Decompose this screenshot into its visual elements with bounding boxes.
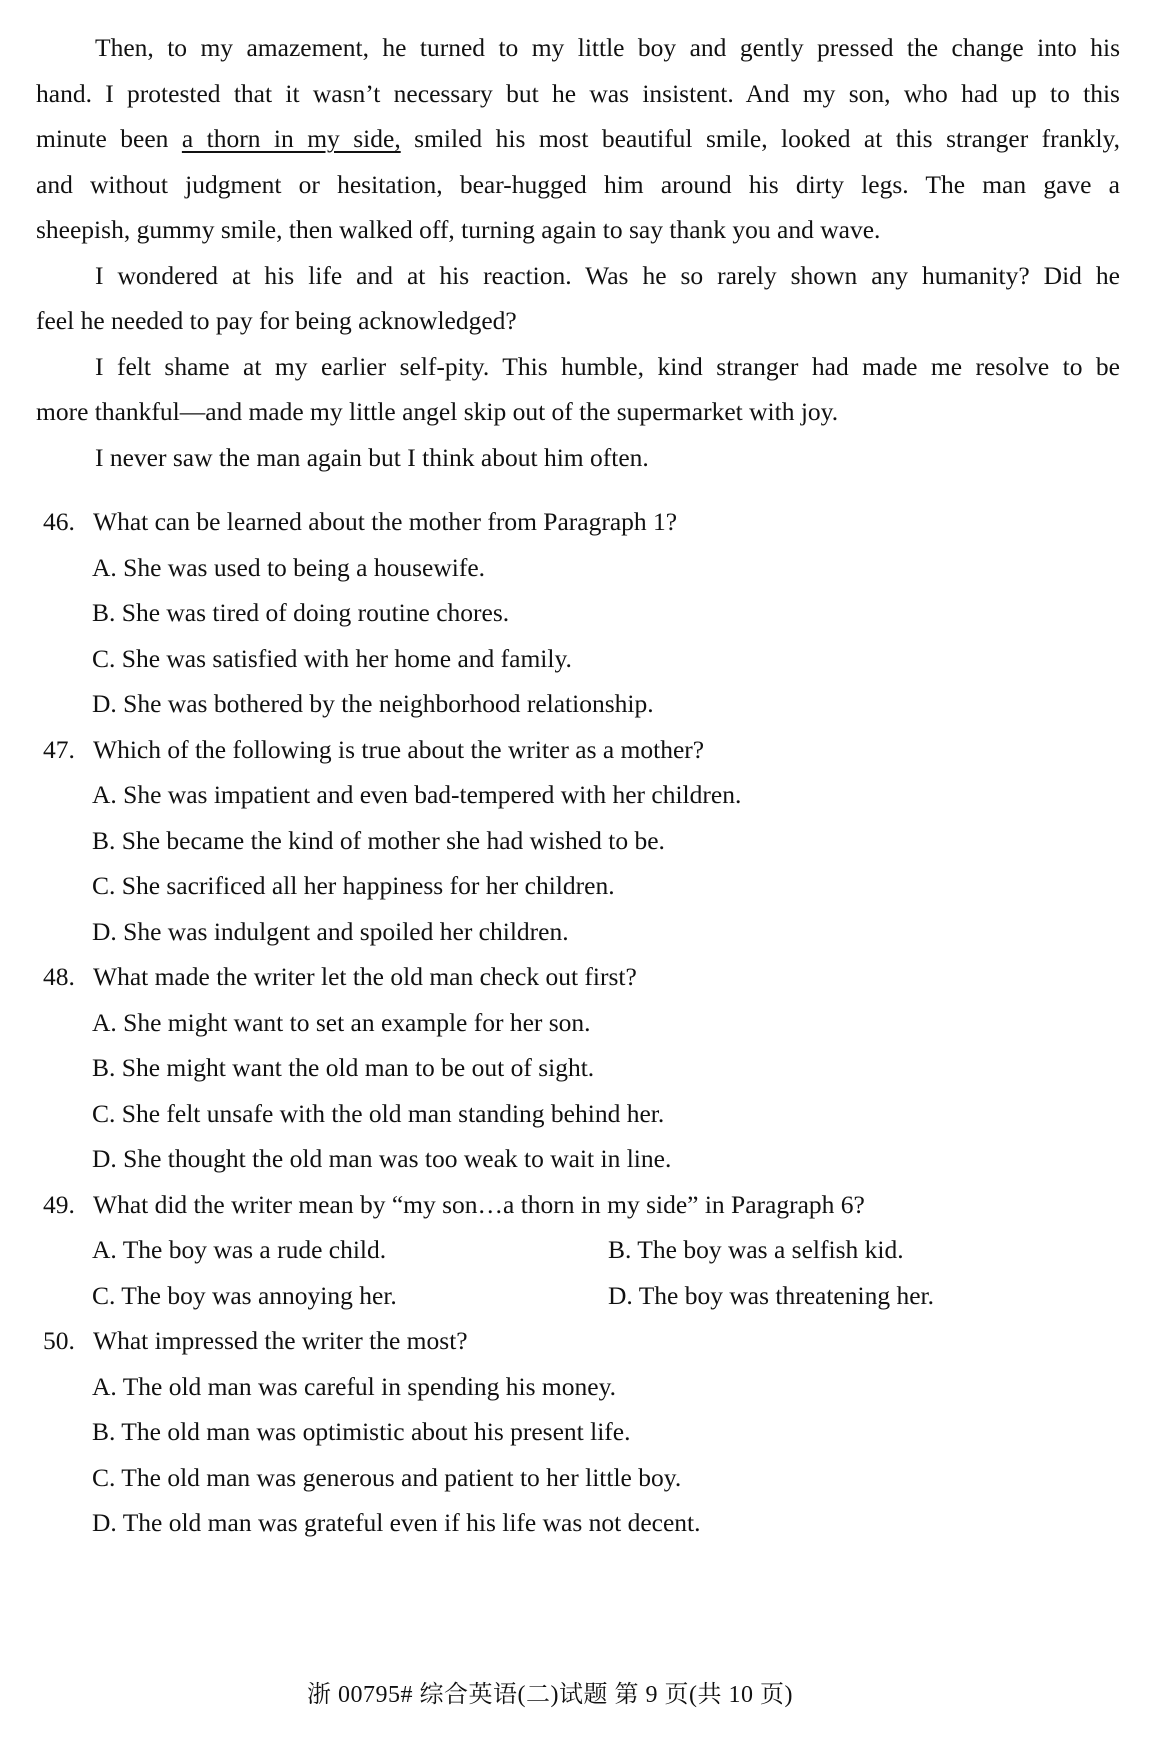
paragraph — [36, 435, 1120, 481]
page-footer: 浙 00795# 综合英语(二)试题 第 9 页(共 10 页) — [307, 1682, 793, 1708]
option-c: C. She sacrificed all her happiness for her children. — [92, 871, 615, 900]
question-stem — [43, 499, 1123, 545]
passage-line: Then, to my amazement, he turned to my little boy and gently pressed the change into his — [95, 33, 1120, 62]
question-stem — [43, 727, 1123, 773]
paragraph — [36, 344, 1120, 435]
question-number: 48. — [43, 962, 75, 991]
passage-line: more thankful—and made my little angel skip out of the supermarket with joy. — [36, 397, 839, 426]
option-c: C. The old man was generous and patient to her little boy. — [92, 1462, 682, 1492]
option-a: A. She was used to being a housewife. — [92, 552, 486, 582]
question-text: What impressed the writer the most? — [93, 1326, 468, 1355]
question — [43, 1182, 1123, 1319]
underlined-phrase: a thorn in my side, — [181, 124, 401, 153]
question — [43, 954, 1123, 1182]
question-text: Which of the following is true about the writer as a mother? — [93, 734, 705, 764]
passage-line: hand. I protested that it wasn’t necessary but he was insistent. And my son, who had up to this — [36, 78, 1120, 108]
option-a: A. The old man was careful in spending his money. — [92, 1371, 617, 1401]
question — [43, 727, 1123, 955]
paragraph — [36, 25, 1120, 253]
question-text: What did the writer mean by “my son…a thorn in my side” in Paragraph 6? — [93, 1189, 865, 1219]
option-d: D. She was bothered by the neighborhood relationship. — [92, 689, 654, 718]
option-b: B. She might want the old man to be out of sight. — [92, 1053, 595, 1082]
passage-text: smiled his most beautiful smile, looked at this stranger frankly, — [400, 124, 1121, 153]
question-text: What can be learned about the mother from Paragraph 1? — [93, 507, 678, 536]
option-d: D. The boy was threatening her. — [608, 1280, 934, 1310]
reading-passage — [36, 25, 1120, 480]
question-number: 50. — [43, 1326, 75, 1355]
question-list — [43, 499, 1123, 1546]
option-b: B. The old man was optimistic about his present life. — [92, 1417, 631, 1446]
option-c: C. She felt unsafe with the old man standing behind her. — [92, 1098, 665, 1128]
option-d: D. She thought the old man was too weak to wait in line. — [92, 1144, 672, 1173]
question-stem — [43, 1318, 1123, 1364]
passage-text: minute been — [36, 124, 182, 153]
question-text: What made the writer let the old man check out first? — [93, 962, 637, 991]
option-a: A. The boy was a rude child. — [92, 1235, 387, 1264]
option-b: B. The boy was a selfish kid. — [608, 1235, 904, 1264]
passage-line — [36, 116, 1120, 162]
paragraph — [36, 253, 1120, 344]
option-c: C. She was satisfied with her home and family. — [92, 643, 572, 673]
passage-line: I felt shame at my earlier self-pity. This humble, kind stranger had made me resolve to be — [95, 351, 1120, 381]
option-b: B. She became the kind of mother she had wished to be. — [92, 825, 665, 855]
question-number: 47. — [43, 734, 75, 764]
option-d: D. She was indulgent and spoiled her children. — [92, 916, 569, 946]
option-d: D. The old man was grateful even if his life was not decent. — [92, 1508, 701, 1537]
option-b: B. She was tired of doing routine chores. — [92, 598, 510, 627]
passage-line: I never saw the man again but I think about him often. — [95, 442, 649, 472]
question-stem — [43, 1182, 1123, 1228]
passage-line: I wondered at his life and at his reaction. Was he so rarely shown any humanity? Did he — [95, 260, 1120, 290]
question — [43, 1318, 1123, 1546]
option-a: A. She might want to set an example for her son. — [92, 1007, 591, 1037]
question-stem — [43, 954, 1123, 1000]
question-number: 49. — [43, 1189, 75, 1219]
question-number: 46. — [43, 507, 75, 536]
option-c: C. The boy was annoying her. — [92, 1280, 397, 1310]
passage-line: and without judgment or hesitation, bear-hugged him around his dirty legs. The man gave a — [36, 169, 1120, 199]
option-a: A. She was impatient and even bad-tempered with her children. — [92, 780, 742, 809]
passage-line: feel he needed to pay for being acknowledged? — [36, 306, 517, 335]
question — [43, 499, 1123, 727]
passage-line: sheepish, gummy smile, then walked off, turning again to say thank you and wave. — [36, 215, 881, 244]
